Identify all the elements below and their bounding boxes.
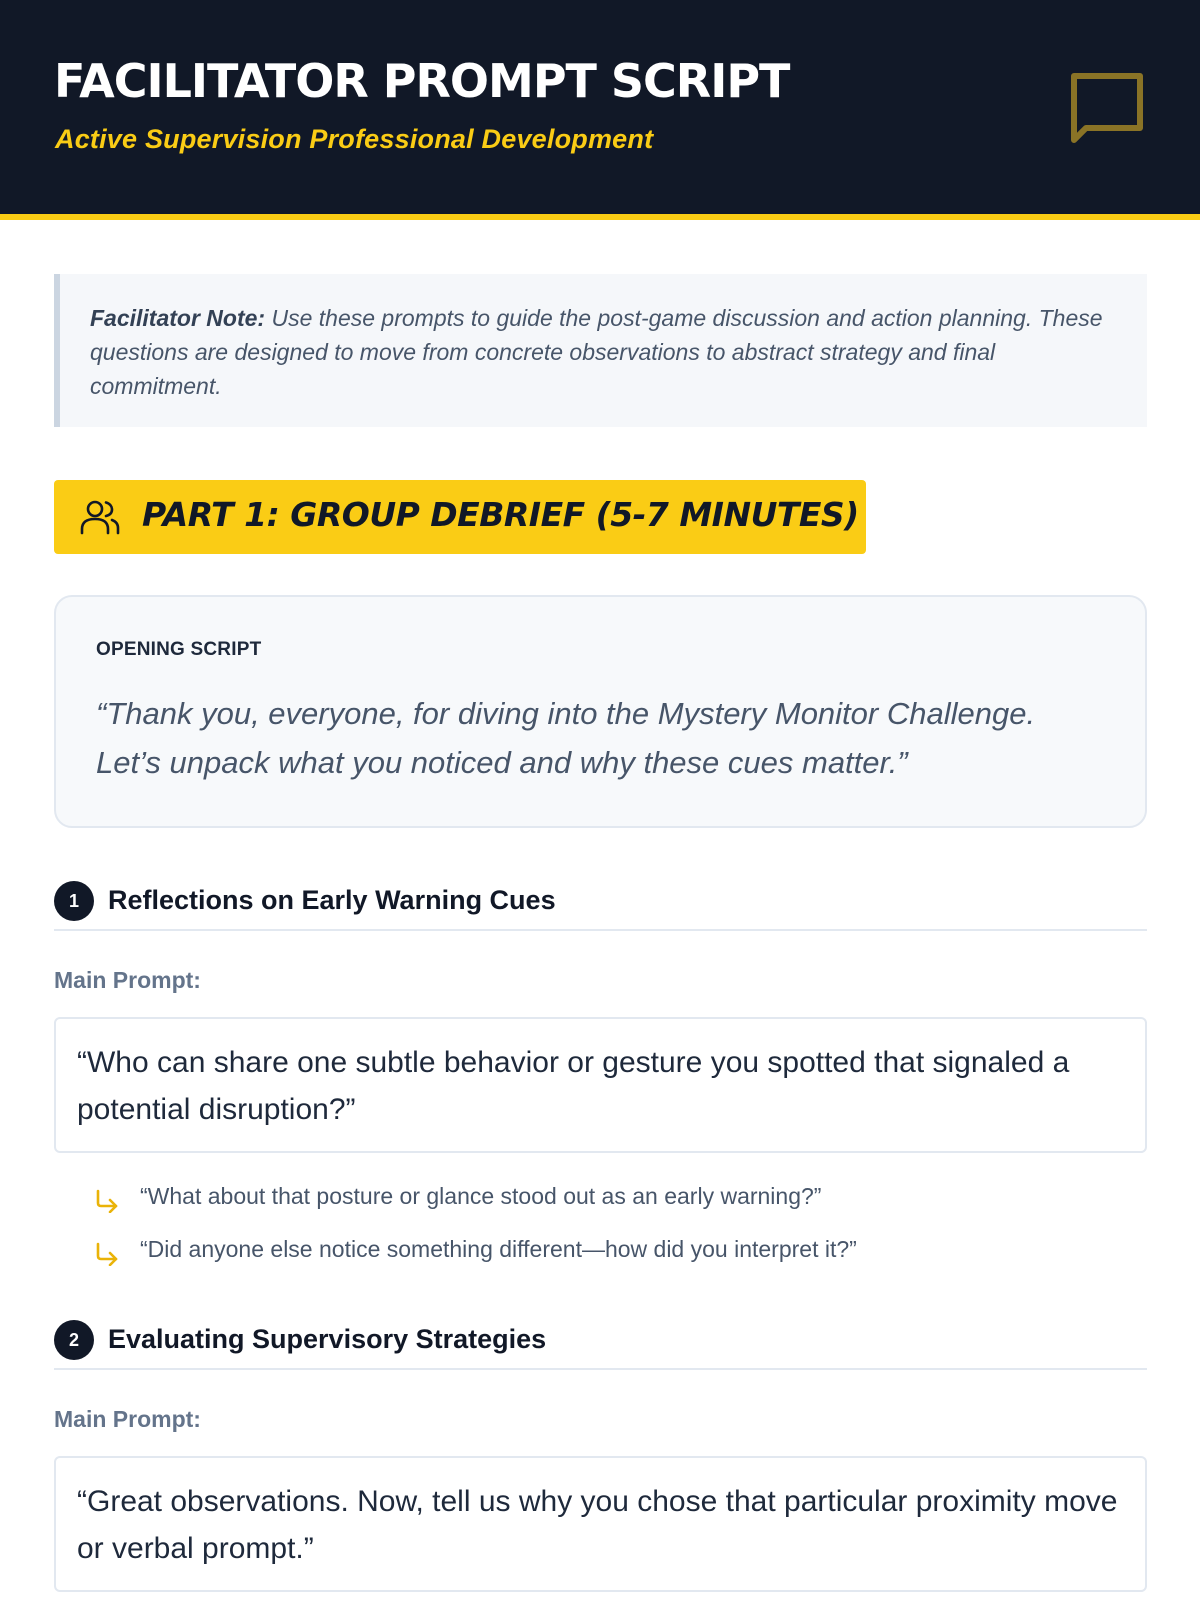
page-subtitle: Active Supervision Professional Development bbox=[55, 124, 654, 154]
main-prompt-label: Main Prompt: bbox=[54, 1406, 201, 1432]
section-number-badge: 2 bbox=[54, 1320, 94, 1360]
section-2-heading bbox=[54, 1320, 1147, 1370]
follow-up-text: “Did anyone else notice something different—how did you interpret it?” bbox=[140, 1236, 857, 1262]
part-1-title: PART 1: GROUP DEBRIEF (5-7 MINUTES) bbox=[142, 495, 859, 534]
section-title: Evaluating Supervisory Strategies bbox=[108, 1324, 547, 1354]
page-title: FACILITATOR PROMPT SCRIPT bbox=[54, 54, 790, 108]
facilitator-note-label: Facilitator Note: bbox=[90, 305, 266, 331]
arrow-turn-right-icon bbox=[94, 1189, 120, 1213]
opening-script-text: “Thank you, everyone, for diving into the Mystery Monitor Challenge. Let’s unpack what you noticed and why these cues matter.” bbox=[96, 696, 1036, 780]
opening-script-label: OPENING SCRIPT bbox=[96, 639, 262, 660]
main-prompt-box: “Who can share one subtle behavior or gesture you spotted that signaled a potential disruption?” bbox=[54, 1017, 1147, 1153]
section-number-badge: 1 bbox=[54, 881, 94, 921]
main-prompt-label: Main Prompt: bbox=[54, 967, 201, 993]
arrow-turn-right-icon bbox=[94, 1242, 120, 1266]
opening-script-card bbox=[54, 595, 1147, 828]
page-header bbox=[0, 0, 1200, 220]
section-title: Reflections on Early Warning Cues bbox=[108, 885, 556, 915]
follow-up-text: “What about that posture or glance stood out as an early warning?” bbox=[140, 1183, 822, 1209]
main-prompt-box: “Great observations. Now, tell us why you chose that particular proximity move or verbal prompt.” bbox=[54, 1456, 1147, 1592]
part-1-banner bbox=[54, 480, 866, 554]
chat-bubble-icon bbox=[1068, 70, 1146, 148]
people-icon bbox=[79, 497, 121, 539]
facilitator-note bbox=[54, 274, 1147, 427]
facilitator-note-text: Use these prompts to guide the post-game discussion and action planning. These questions are designed to move from concrete observations to abstract strategy and final commitment. bbox=[90, 305, 1103, 399]
section-1-heading bbox=[54, 881, 1147, 931]
